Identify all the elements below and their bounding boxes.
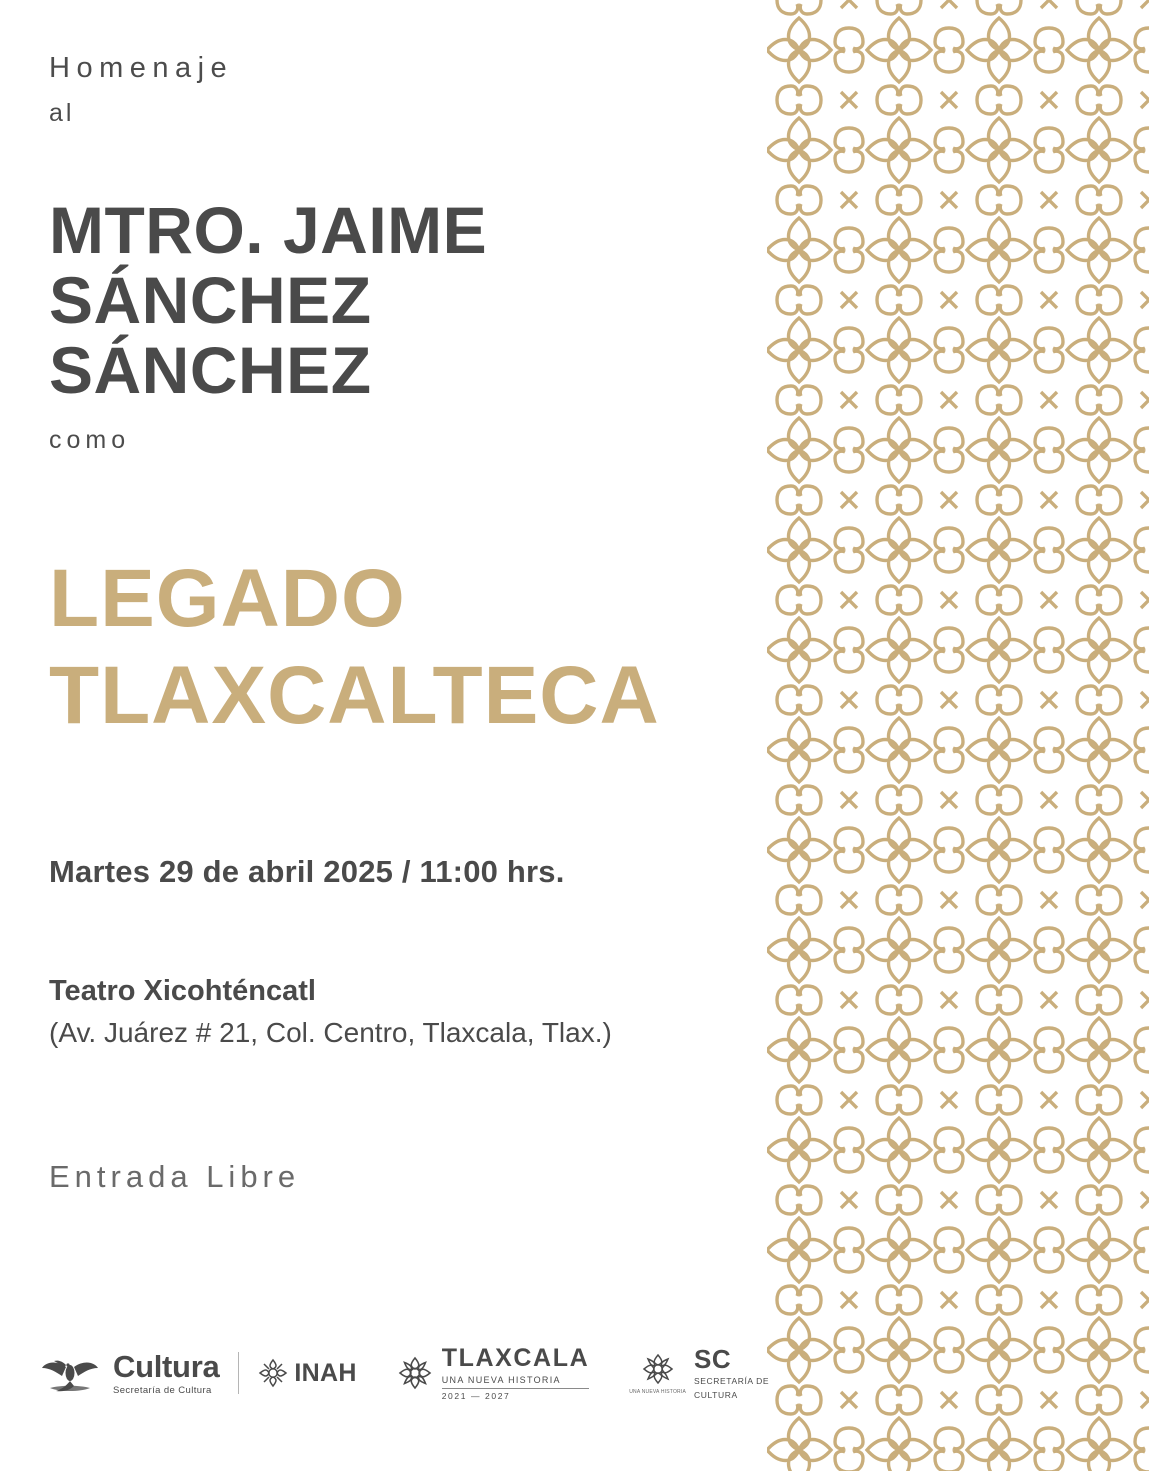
- sc-mark-wrap: [629, 1352, 686, 1395]
- inah-word: INAH: [294, 1358, 357, 1387]
- role-connector: como: [49, 425, 131, 454]
- honoree-name-line2: SÁNCHEZ SÁNCHEZ: [49, 262, 372, 407]
- inah-flower-mark-icon: [258, 1358, 288, 1388]
- honoree-name-line1: MTRO. JAIME: [49, 192, 488, 267]
- honoree-name: [49, 192, 709, 407]
- admission-note: Entrada Libre: [49, 1159, 301, 1195]
- logo-strip: [40, 1343, 770, 1402]
- tlaxcala-word: TLAXCALA: [441, 1344, 590, 1373]
- cultura-subtitle: Secretaría de Cultura: [113, 1385, 212, 1397]
- cultura-word: Cultura: [113, 1349, 220, 1385]
- tlaxcala-wordmark: [442, 1346, 590, 1401]
- tlaxcala-flower-mark-icon: [397, 1355, 433, 1391]
- logo-divider: [238, 1352, 239, 1394]
- tlaxcala-period: 2021 — 2027: [441, 1391, 511, 1402]
- logo-inah: [258, 1358, 356, 1388]
- venue-name: Teatro Xicohténcatl: [49, 975, 316, 1008]
- tribute-label: Homenaje: [49, 52, 234, 84]
- sc-word: SC: [694, 1343, 732, 1374]
- sc-subtitle-line2: CULTURA: [694, 1390, 738, 1401]
- tlaxcala-rule: [442, 1388, 590, 1389]
- event-datetime: Martes 29 de abril 2025 / 11:00 hrs.: [49, 854, 565, 890]
- sc-flower-mark-icon: [641, 1352, 675, 1386]
- sc-seal-caption: UNA NUEVA HISTORIA: [629, 1388, 686, 1395]
- event-title: [49, 551, 709, 745]
- venue-address: (Av. Juárez # 21, Col. Centro, Tlaxcala, Tlax.): [49, 1017, 612, 1049]
- event-title-line1: LEGADO: [49, 552, 406, 644]
- sc-subtitle-line1: SECRETARÍA DE: [694, 1375, 770, 1386]
- logo-tlaxcala: [397, 1346, 590, 1401]
- tlaxcala-subtitle: UNA NUEVA HISTORIA: [441, 1375, 561, 1386]
- cultura-wordmark: [113, 1351, 219, 1396]
- sc-wordmark: [694, 1343, 770, 1401]
- mexican-eagle-seal-icon: [40, 1352, 100, 1394]
- ornamental-pattern-band: [749, 0, 1149, 1471]
- logo-cultura: [40, 1351, 357, 1396]
- event-title-line2: TLAXCALTECA: [49, 649, 660, 741]
- tribute-label-secondary: al: [49, 98, 75, 127]
- logo-secretaria-cultura: [629, 1343, 770, 1401]
